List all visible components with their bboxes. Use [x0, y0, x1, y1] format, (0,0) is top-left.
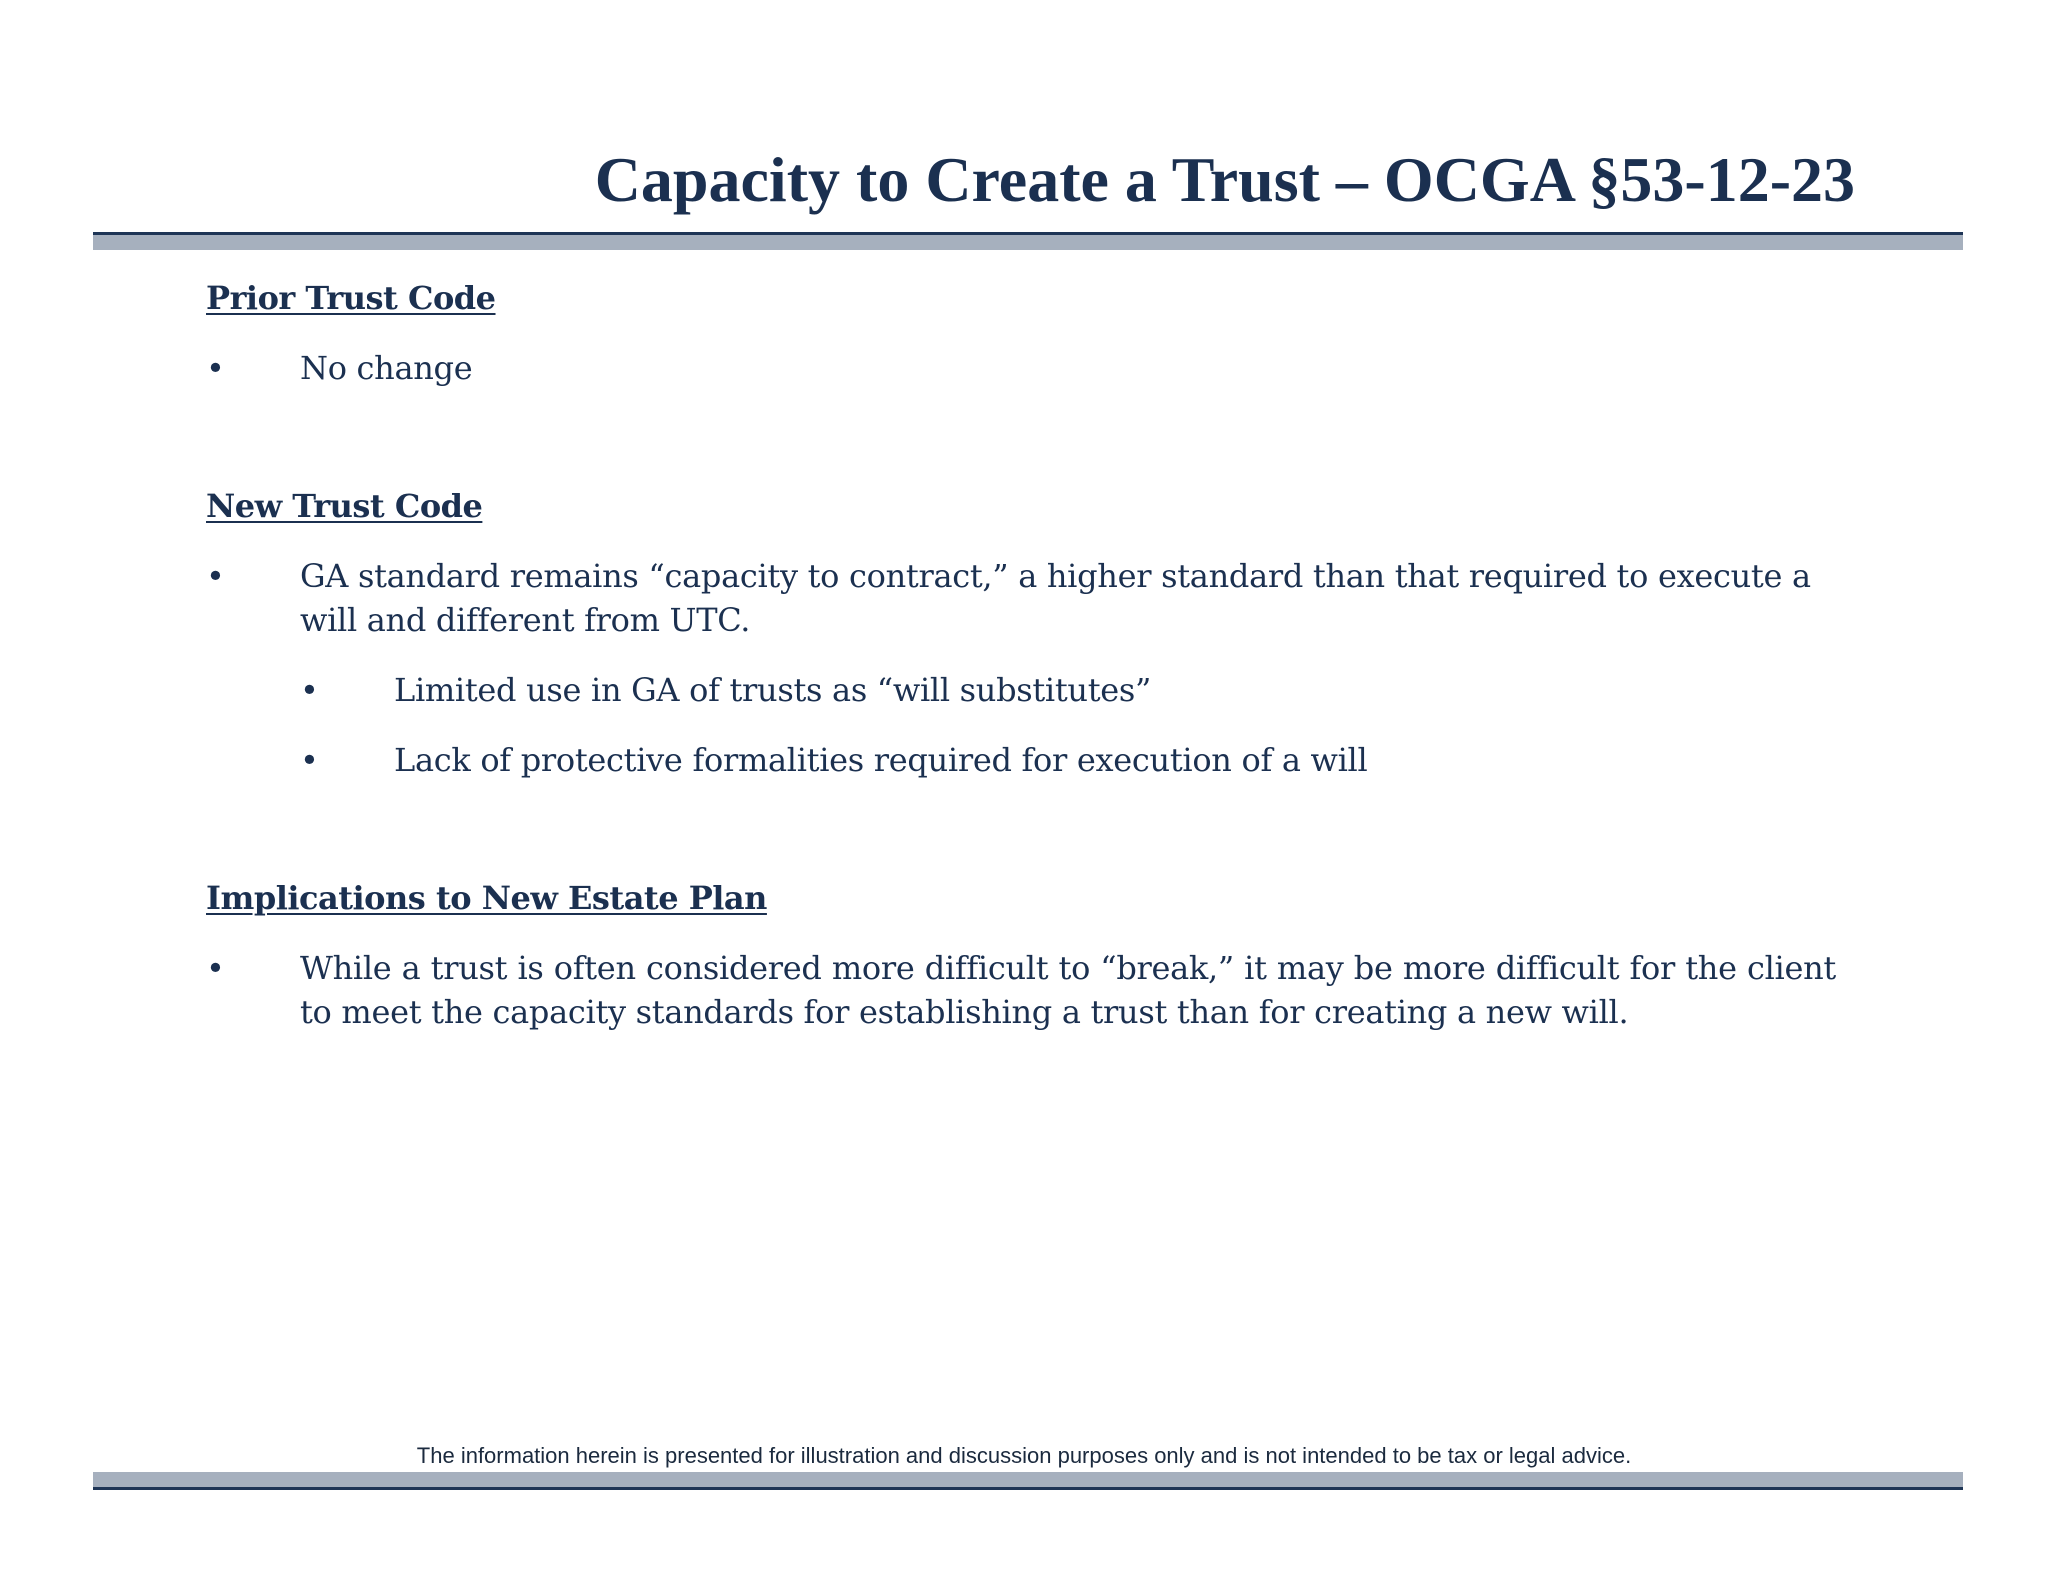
slide-content	[206, 276, 1836, 1034]
bullet-icon: •	[300, 671, 319, 709]
footer-disclaimer: The information herein is presented for illustration and discussion purposes only and is not intended to be tax or legal advice.	[416, 1443, 1632, 1468]
section-heading-prior-trust-code: Prior Trust Code	[206, 279, 496, 317]
bullet-text: Limited use in GA of trusts as “will substitutes”	[394, 671, 1152, 709]
section-heading-new-trust-code: New Trust Code	[206, 487, 483, 525]
top-divider	[93, 232, 1963, 250]
bullet-text: GA standard remains “capacity to contract,” a higher standard than that required to execute a will and different from UTC.	[300, 557, 1811, 639]
bullet-item	[206, 554, 1836, 642]
bullet-icon: •	[206, 349, 225, 387]
sub-bullet-item	[300, 738, 1836, 782]
bullet-text: Lack of protective formalities required for execution of a will	[394, 741, 1368, 779]
bullet-item	[206, 346, 1836, 390]
bullet-icon: •	[300, 741, 319, 779]
bullet-text: No change	[300, 349, 473, 387]
slide-title: Capacity to Create a Trust – OCGA §53-12-23	[594, 144, 1855, 215]
bullet-icon: •	[206, 557, 225, 595]
bullet-text: While a trust is often considered more difficult to “break,” it may be more difficult for the client to meet the capacity standards for establishing a trust than for creating a new will.	[300, 949, 1836, 1031]
bullet-icon: •	[206, 949, 225, 987]
sub-bullet-item	[300, 668, 1836, 712]
bottom-divider	[93, 1472, 1963, 1490]
bullet-item	[206, 946, 1836, 1034]
section-heading-implications: Implications to New Estate Plan	[206, 879, 767, 917]
